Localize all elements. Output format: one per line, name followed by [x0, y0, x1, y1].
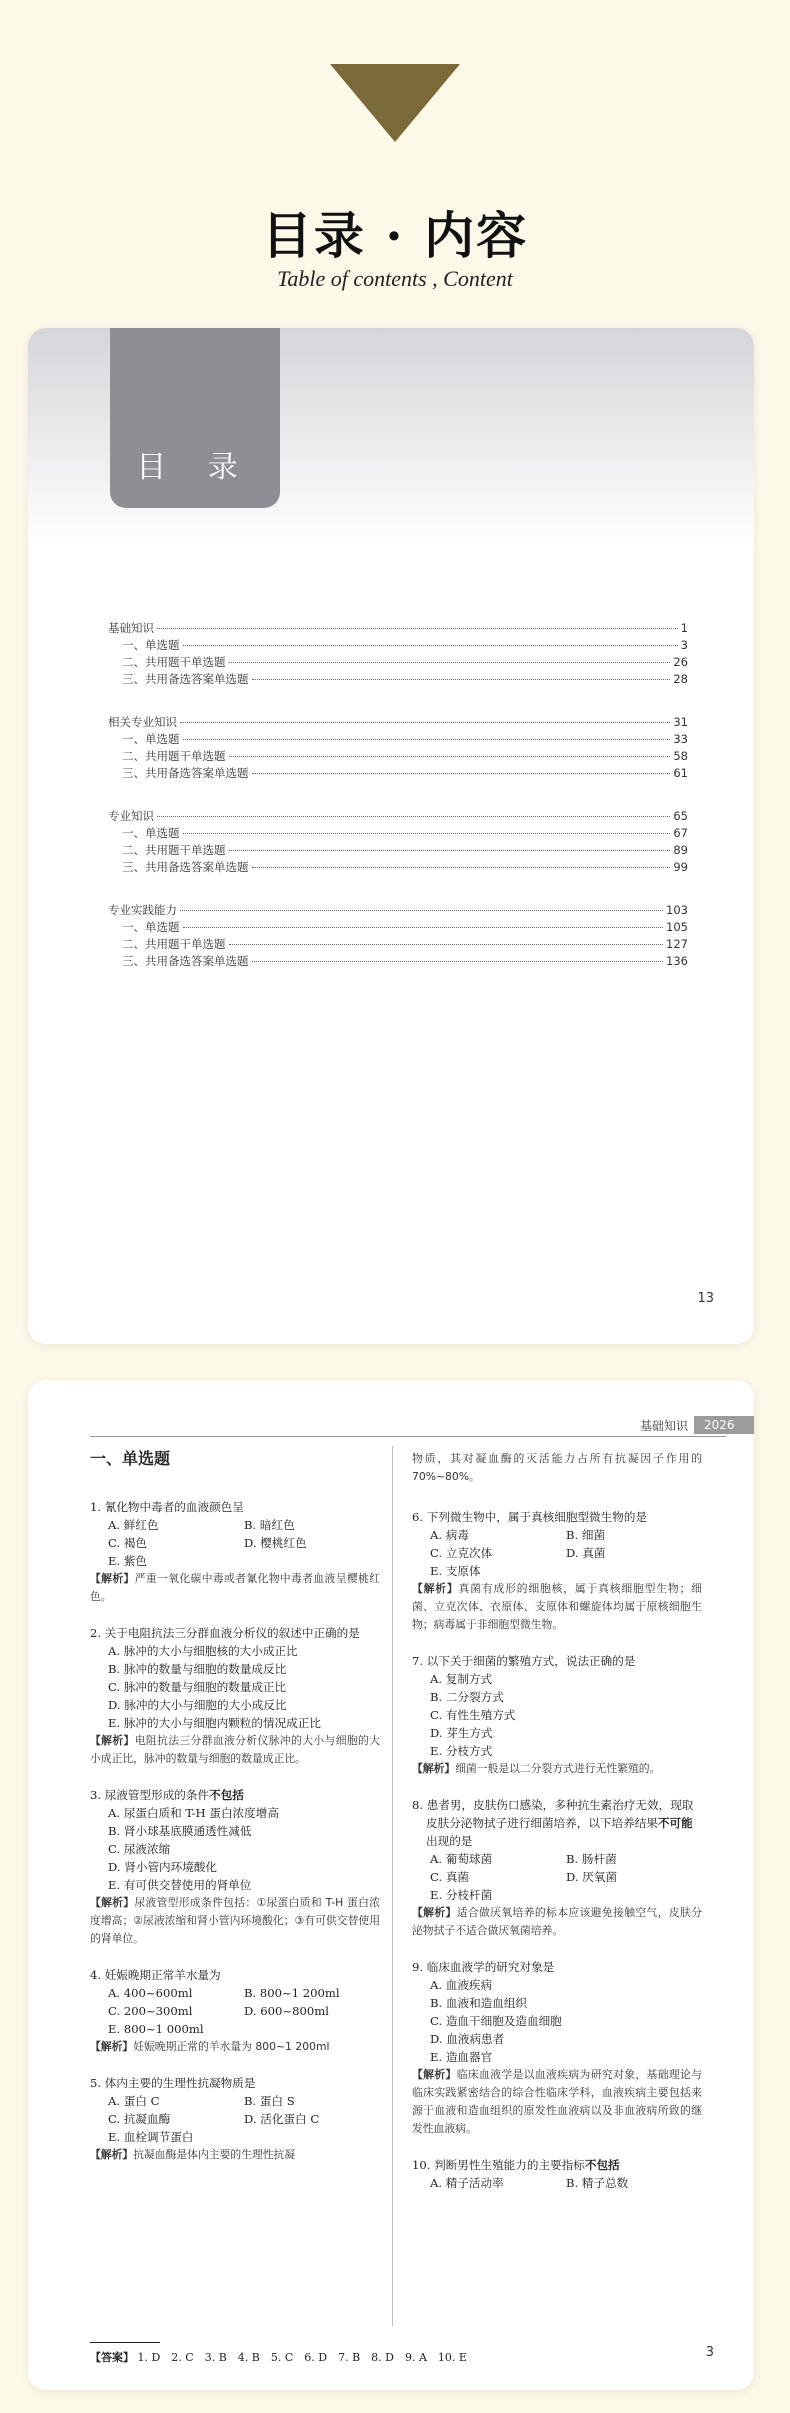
- option: E. 造血器官: [430, 2050, 493, 2064]
- question-stem-text: 3. 尿液管型形成的条件: [90, 1788, 210, 1802]
- toc-leader-dots: [183, 645, 678, 646]
- analysis: [412, 1580, 702, 1634]
- page-subtitle: Table of contents , Content: [277, 266, 513, 291]
- toc-item-label: 一、单选题: [122, 826, 180, 840]
- analysis-text: 细菌一般是以二分裂方式进行无性繁殖的。: [455, 1762, 661, 1775]
- toc-section-row: [108, 620, 688, 637]
- analysis-tag: 【解析】: [90, 2040, 134, 2053]
- option: B. 肾小球基底膜通透性减低: [108, 1824, 252, 1838]
- toc-leader-dots: [183, 927, 664, 928]
- option: C. 抗凝血酶: [108, 2112, 171, 2126]
- option: B. 脉冲的数量与细胞的数量成反比: [108, 1662, 287, 1676]
- toc-item-label: 三、共用备选答案单选题: [122, 766, 249, 780]
- question-stem: [412, 1508, 702, 1526]
- option: D. 肾小管内环境酸化: [108, 1860, 218, 1874]
- toc-leader-dots: [252, 961, 664, 962]
- running-header-year: 2026: [694, 1416, 754, 1434]
- option: B. 蛋白 S: [244, 2094, 295, 2108]
- option: D. 樱桃红色: [244, 1536, 307, 1550]
- left-column: [90, 1450, 380, 2182]
- toc-item-page: 136: [666, 954, 688, 968]
- toc-item-label: 一、单选题: [122, 920, 180, 934]
- option: B. 精子总数: [566, 2176, 629, 2190]
- option: E. 有可供交替使用的肾单位: [108, 1878, 252, 1892]
- toc-item-page: 58: [673, 749, 688, 763]
- q5-analysis-continuation: 物质，其对凝血酶的灭活能力占所有抗凝因子作用的 70%~80%。: [412, 1452, 702, 1483]
- question-stem-text: 1. 氰化物中毒者的血液颜色呈: [90, 1500, 244, 1514]
- option: A. 葡萄球菌: [430, 1852, 493, 1866]
- option: A. 复制方式: [430, 1672, 493, 1686]
- toc-leader-dots: [252, 773, 671, 774]
- content-card: [28, 1380, 754, 2390]
- toc-item-label: 二、共用题干单选题: [122, 937, 226, 951]
- option: E. 支原体: [430, 1564, 481, 1578]
- options-grid: [412, 1850, 702, 1904]
- toc-leader-dots: [157, 628, 678, 629]
- question-stem-text: 9. 临床血液学的研究对象是: [412, 1960, 555, 1974]
- analysis-text: 临床血液学是以血液疾病为研究对象，基础理论与临床实践紧密结合的综合性临床学科，血液疾病主要包括来源于血液和造血组织的原发性血液病以及非血液病所致的继发性血液病。: [412, 2068, 703, 2135]
- toc-item-row: [108, 765, 688, 782]
- toc-section-title: 专业实践能力: [108, 903, 177, 917]
- option: C. 有性生殖方式: [430, 1708, 516, 1722]
- answer-key: [90, 2342, 730, 2365]
- question-block: [412, 1652, 702, 1778]
- options-grid: [90, 1984, 380, 2038]
- analysis-text: 妊娠晚期正常的羊水量为 800~1 200ml: [133, 2040, 330, 2053]
- option: A. 病毒: [430, 1528, 469, 1542]
- toc-section-page: 103: [666, 903, 688, 917]
- option: A. 精子活动率: [430, 2176, 504, 2190]
- question-block: [90, 1624, 380, 1768]
- toc-item-row: [108, 859, 688, 876]
- question-stem-emphasis: 不可能: [657, 1816, 693, 1830]
- toc-item-page: 89: [673, 843, 688, 857]
- option: E. 脉冲的大小与细胞内颗粒的情况成正比: [108, 1716, 321, 1730]
- options-grid: [412, 2174, 702, 2192]
- analysis-tag: 【解析】: [90, 1896, 135, 1909]
- analysis-tag: 【解析】: [412, 1762, 456, 1775]
- question-stem: [412, 1958, 702, 1976]
- toc-section: [108, 714, 688, 782]
- toc-leader-dots: [229, 944, 664, 945]
- question-block: [90, 1966, 380, 2056]
- option: B. 细菌: [566, 1528, 606, 1542]
- analysis-text: 抗凝血酶是体内主要的生理性抗凝: [133, 2148, 296, 2161]
- toc-item-label: 二、共用题干单选题: [122, 655, 226, 669]
- toc-section-row: [108, 714, 688, 731]
- question-stem-tail: 出现的是: [426, 1834, 473, 1848]
- option: D. 600~800ml: [244, 2004, 329, 2018]
- question-stem-text: 2. 关于电阻抗法三分群血液分析仪的叙述中正确的是: [90, 1626, 360, 1640]
- toc-item-row: [108, 637, 688, 654]
- toc-item-row: [108, 671, 688, 688]
- question-stem: [90, 1498, 380, 1516]
- option: D. 真菌: [566, 1546, 606, 1560]
- header-rule: [90, 1436, 726, 1437]
- toc-leader-dots: [252, 679, 671, 680]
- option: C. 尿液浓缩: [108, 1842, 171, 1856]
- option: A. 400~600ml: [108, 1986, 193, 2000]
- toc-item-page: 26: [673, 655, 688, 669]
- analysis: [90, 1570, 380, 1606]
- toc-item-row: [108, 919, 688, 936]
- toc-leader-dots: [183, 739, 671, 740]
- toc-item-label: 三、共用备选答案单选题: [122, 672, 249, 686]
- toc-section-row: [108, 902, 688, 919]
- option: C. 褐色: [108, 1536, 148, 1550]
- analysis-text: 尿液管型形成条件包括：①尿蛋白质和 T-H 蛋白浓度增高；②尿液浓缩和肾小管内环境酸化；③有可供交替使用的肾单位。: [90, 1896, 380, 1945]
- toc-item-page: 105: [666, 920, 688, 934]
- toc-section-page: 1: [680, 621, 688, 635]
- toc-item-row: [108, 825, 688, 842]
- toc-section-title: 基础知识: [108, 621, 154, 635]
- option: D. 厌氧菌: [566, 1870, 618, 1884]
- question-stem-text: 5. 体内主要的生理性抗凝物质是: [90, 2076, 256, 2090]
- analysis: [90, 2038, 380, 2056]
- toc-item-label: 一、单选题: [122, 732, 180, 746]
- question-stem: [90, 2074, 380, 2092]
- question-block: [90, 1498, 380, 1606]
- question-stem: [90, 1624, 380, 1642]
- analysis-tag: 【解析】: [90, 1734, 135, 1747]
- question-block: [90, 1786, 380, 1948]
- options-grid: [90, 2092, 380, 2146]
- analysis-tag: 【解析】: [412, 2068, 457, 2081]
- toc-item-row: [108, 654, 688, 671]
- question-block: [412, 1508, 702, 1634]
- toc-page-number: 13: [697, 1291, 714, 1306]
- option: B. 血液和造血组织: [430, 1996, 528, 2010]
- analysis-text: 适合做厌氧培养的标本应该避免接触空气，皮肤分泌物拭子不适合做厌氧菌培养。: [412, 1906, 703, 1937]
- toc-list: [108, 620, 688, 996]
- option: A. 蛋白 C: [108, 2094, 160, 2108]
- toc-item-label: 三、共用备选答案单选题: [122, 954, 249, 968]
- toc-item-page: 127: [666, 937, 688, 951]
- toc-section-page: 65: [673, 809, 688, 823]
- option: C. 立克次体: [430, 1546, 493, 1560]
- toc-item-label: 三、共用备选答案单选题: [122, 860, 249, 874]
- analysis-tag: 【解析】: [90, 1572, 135, 1585]
- question-stem-text: 8. 患者男，皮肤伤口感染，多种抗生素治疗无效，现取皮肤分泌物拭子进行细菌培养，以下培养结果: [412, 1798, 694, 1830]
- question-stem: [90, 1786, 380, 1804]
- toc-item-row: [108, 842, 688, 859]
- option: A. 血液疾病: [430, 1978, 493, 1992]
- toc-leader-dots: [157, 816, 670, 817]
- option: A. 鲜红色: [108, 1518, 159, 1532]
- option: A. 脉冲的大小与细胞核的大小成正比: [108, 1644, 298, 1658]
- analysis: [90, 1732, 380, 1768]
- option: C. 真菌: [430, 1870, 470, 1884]
- toc-leader-dots: [180, 910, 663, 911]
- question-stem: [412, 2156, 702, 2174]
- option: E. 血栓调节蛋白: [108, 2130, 194, 2144]
- analysis-text: 严重一氧化碳中毒或者氰化物中毒者血液呈樱桃红色。: [90, 1572, 381, 1603]
- toc-item-label: 二、共用题干单选题: [122, 843, 226, 857]
- toc-leader-dots: [229, 662, 671, 663]
- question-stem-text: 10. 判断男性生殖能力的主要指标: [412, 2158, 585, 2172]
- toc-item-row: [108, 936, 688, 953]
- toc-tab: [110, 328, 280, 508]
- option: A. 尿蛋白质和 T-H 蛋白浓度增高: [108, 1806, 279, 1820]
- question-stem: [90, 1966, 380, 1984]
- decor-triangle: [330, 64, 460, 142]
- page-title: 目录 · 内容: [261, 206, 529, 265]
- analysis-text: 电阻抗法三分群血液分析仪脉冲的大小与细胞的大小成正比，脉冲的数量与细胞的数量成正比。: [90, 1734, 381, 1765]
- option: D. 芽生方式: [430, 1726, 493, 1740]
- toc-section-title: 专业知识: [108, 809, 154, 823]
- question-block: [412, 2156, 702, 2192]
- question-stem-text: 4. 妊娠晚期正常羊水量为: [90, 1968, 221, 1982]
- toc-item-row: [108, 953, 688, 970]
- toc-tab-label: 目 录: [136, 450, 254, 485]
- option: E. 800~1 000ml: [108, 2022, 204, 2036]
- toc-item-page: 33: [673, 732, 688, 746]
- content-page-number: 3: [705, 2345, 714, 2360]
- question-stem-emphasis: 不包括: [584, 2158, 620, 2172]
- option: C. 200~300ml: [108, 2004, 193, 2018]
- question-stem: [412, 1796, 702, 1850]
- right-column: [412, 1450, 702, 2210]
- toc-item-label: 一、单选题: [122, 638, 180, 652]
- section-title: 一、单选题: [90, 1449, 171, 1468]
- option: E. 紫色: [108, 1554, 148, 1568]
- analysis-tag: 【解析】: [412, 1582, 459, 1595]
- option: D. 活化蛋白 C: [244, 2112, 320, 2126]
- toc-item-page: 28: [673, 672, 688, 686]
- question-stem-text: 7. 以下关于细菌的繁殖方式，说法正确的是: [412, 1654, 636, 1668]
- option: B. 二分裂方式: [430, 1690, 504, 1704]
- question-block: [412, 1796, 702, 1940]
- analysis: [90, 2146, 380, 2164]
- toc-section-title: 相关专业知识: [108, 715, 177, 729]
- toc-section-page: 31: [673, 715, 688, 729]
- toc-item-page: 3: [680, 638, 688, 652]
- toc-item-page: 67: [673, 826, 688, 840]
- analysis: [412, 1904, 702, 1940]
- option: D. 血液病患者: [430, 2032, 505, 2046]
- option: C. 造血干细胞及造血细胞: [430, 2014, 562, 2028]
- toc-card: [28, 328, 754, 1344]
- toc-leader-dots: [229, 756, 671, 757]
- question-block: [90, 2074, 380, 2164]
- answer-key-values: 1. D 2. C 3. B 4. B 5. C 6. D 7. B 8. D 9. A 10. E: [137, 2351, 467, 2364]
- options-grid: [412, 1526, 702, 1580]
- column-divider: [392, 1446, 393, 2326]
- option: C. 脉冲的数量与细胞的数量成正比: [108, 1680, 287, 1694]
- toc-item-page: 99: [673, 860, 688, 874]
- toc-item-row: [108, 748, 688, 765]
- toc-leader-dots: [252, 867, 671, 868]
- option: B. 肠杆菌: [566, 1852, 617, 1866]
- toc-section: [108, 620, 688, 688]
- options-grid: [90, 1516, 380, 1570]
- analysis: [412, 2066, 702, 2138]
- option: E. 分枝方式: [430, 1744, 493, 1758]
- question-block: [412, 1958, 702, 2138]
- option: B. 800~1 200ml: [244, 1986, 340, 2000]
- answer-key-rule: [90, 2342, 160, 2343]
- running-header: [640, 1416, 754, 1434]
- toc-section: [108, 808, 688, 876]
- option: E. 分枝杆菌: [430, 1888, 493, 1902]
- analysis-text: 真菌有成形的细胞核，属于真核细胞型生物；细菌、立克次体、衣原体、支原体和螺旋体均属于原核细胞生物；病毒属于非细胞型微生物。: [412, 1582, 703, 1631]
- analysis-tag: 【解析】: [412, 1906, 457, 1919]
- toc-section: [108, 902, 688, 970]
- question-stem: [412, 1652, 702, 1670]
- answer-key-label: 【答案】: [90, 2351, 134, 2364]
- toc-leader-dots: [229, 850, 671, 851]
- toc-item-page: 61: [673, 766, 688, 780]
- analysis: [412, 1760, 702, 1778]
- running-header-label: 基础知识: [639, 1418, 688, 1433]
- option: D. 脉冲的大小与细胞的大小成反比: [108, 1698, 287, 1712]
- analysis: [90, 1894, 380, 1948]
- option: B. 暗红色: [244, 1518, 295, 1532]
- analysis-tag: 【解析】: [90, 2148, 134, 2161]
- question-stem-text: 6. 下列微生物中，属于真核细胞型微生物的是: [412, 1510, 648, 1524]
- toc-leader-dots: [180, 722, 670, 723]
- toc-leader-dots: [183, 833, 671, 834]
- toc-item-row: [108, 731, 688, 748]
- toc-item-label: 二、共用题干单选题: [122, 749, 226, 763]
- toc-section-row: [108, 808, 688, 825]
- question-stem-emphasis: 不包括: [209, 1788, 244, 1802]
